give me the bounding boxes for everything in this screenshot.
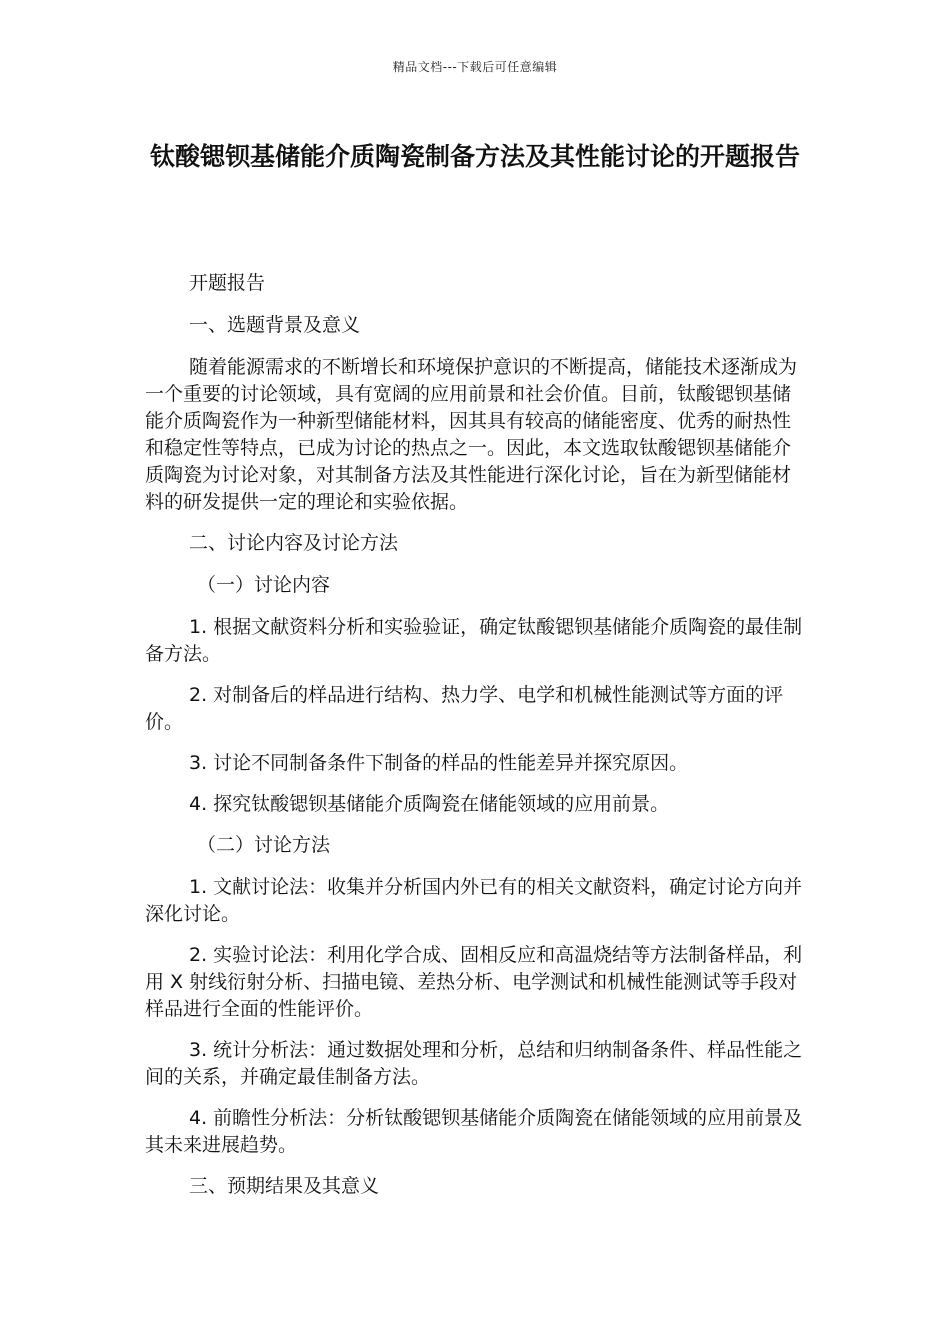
research-methods-heading: （二）讨论方法 [197,834,331,856]
section-1-heading: 一、选题背景及意义 [189,314,361,336]
content-item-4: 4. 探究钛酸锶钡基储能介质陶瓷在储能领域的应用前景。 [189,793,670,815]
content-item-3: 3. 讨论不同制备条件下制备的样品的性能差异并探究原因。 [189,752,689,774]
method-item-2: 2. 实验讨论法：利用化学合成、固相反应和高温烧结等方法制备样品，利用 X 射线衍射分析、扫描电镜、差热分析、电学测试和机械性能测试等手段对样品进行全面的性能评价。 [145,944,803,1020]
content-item-2: 2. 对制备后的样品进行结构、热力学、电学和机械性能测试等方面的评价。 [145,684,784,733]
page-header-note: 精品文档---下载后可任意编辑 [392,60,558,74]
method-item-1: 1. 文献讨论法：收集并分析国内外已有的相关文献资料，确定讨论方向并深化讨论。 [145,876,803,925]
section-3-heading: 三、预期结果及其意义 [189,1175,380,1197]
content-item-1: 1. 根据文献资料分析和实验验证，确定钛酸锶钡基储能介质陶瓷的最佳制备方法。 [145,616,803,665]
section-1-body: 随着能源需求的不断增长和环境保护意识的不断提高，储能技术逐渐成为一个重要的讨论领域，具有宽阔的应用前景和社会价值。目前，钛酸锶钡基储能介质陶瓷作为一种新型储能材料，因其具有较高的储能密度、优秀的耐热性和稳定性等特点，已成为讨论的热点之一。因此，本文选取钛酸锶钡基储能介质陶瓷为讨论对象，对其制备方法及其性能进行深化讨论，旨在为新型储能材料的研发提供一定的理论和实验依据。 [145,356,798,513]
document-title: 钛酸锶钡基储能介质陶瓷制备方法及其性能讨论的开题报告 [149,142,800,171]
document-body [145,270,805,1215]
method-item-3: 3. 统计分析法：通过数据处理和分析，总结和归纳制备条件、样品性能之间的关系，并确定最佳制备方法。 [145,1039,803,1088]
research-content-heading: （一）讨论内容 [197,574,331,596]
method-item-4: 4. 前瞻性分析法：分析钛酸锶钡基储能介质陶瓷在储能领域的应用前景及其未来进展趋势。 [145,1107,803,1156]
section-2-heading: 二、讨论内容及讨论方法 [189,532,399,554]
report-label: 开题报告 [189,272,266,294]
